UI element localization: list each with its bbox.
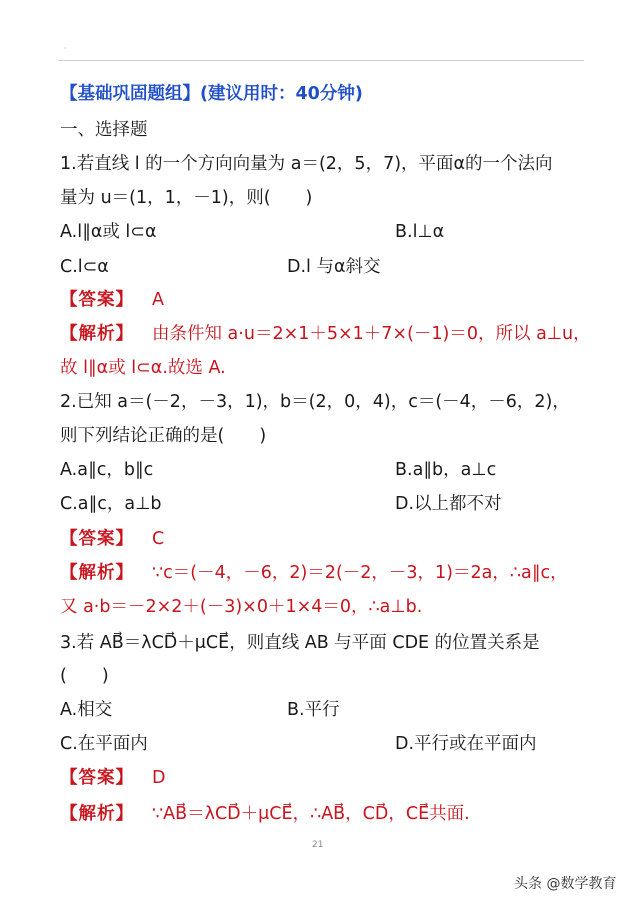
q3-answer-tag: 【答案】 — [60, 768, 134, 788]
q3-option-b: B.平行 — [287, 700, 340, 720]
header — [60, 82, 363, 106]
q1-analysis-text1: 由条件知 a·u＝2×1＋5×1＋7×(－1)＝0，所以 a⊥u， — [152, 324, 591, 344]
top-rule — [58, 60, 584, 61]
q1-answer — [60, 288, 164, 312]
q2-stem-line2: 则下列结论正确的是( ) — [60, 426, 267, 446]
q2-analysis-line1 — [60, 561, 568, 585]
q3-answer — [60, 766, 165, 790]
q2-stem-line1: 2.已知 a＝(－2，－3，1)，b＝(2，0，4)，c＝(－4，－6，2)， — [60, 392, 570, 412]
page-dot: · — [64, 44, 67, 53]
q2-analysis-tag: 【解析】 — [60, 563, 134, 583]
time-hint: (建议用时：40分钟) — [200, 84, 363, 104]
q1-analysis-line1 — [60, 322, 591, 346]
q1-answer-value: A — [152, 290, 164, 310]
q2-answer-tag: 【答案】 — [60, 529, 134, 549]
q1-option-b: B.l⊥α — [395, 222, 445, 242]
q3-stem-line2: ( ) — [60, 666, 109, 686]
q2-option-b: B.a∥b，a⊥c — [395, 460, 497, 480]
q3-stem-line1: 3.若 AB⃗＝λCD⃗＋μCE⃗，则直线 AB 与平面 CDE 的位置关系是 — [60, 633, 540, 653]
group-label: 【基础巩固题组】 — [60, 84, 200, 104]
q1-option-d: D.l 与α斜交 — [287, 257, 381, 277]
q2-analysis-line2: 又 a·b＝－2×2＋(－3)×0＋1×4＝0，∴a⊥b. — [60, 597, 423, 617]
page-number: 21 — [312, 840, 324, 850]
q3-analysis-text1: ∵AB⃗＝λCD⃗＋μCE⃗，∴AB⃗，CD⃗，CE⃗共面. — [152, 804, 470, 824]
q1-analysis-tag: 【解析】 — [60, 324, 134, 344]
watermark: 头条 @数学教育 — [514, 873, 616, 893]
q3-option-a: A.相交 — [60, 700, 113, 720]
q2-analysis-text1: ∵c＝(－4，－6，2)＝2(－2，－3，1)＝2a，∴a∥c， — [152, 563, 568, 583]
q1-analysis-line2: 故 l∥α或 l⊂α.故选 A. — [60, 358, 226, 378]
q2-option-c: C.a∥c，a⊥b — [60, 494, 162, 514]
q3-option-c: C.在平面内 — [60, 734, 148, 754]
q1-option-a: A.l∥α或 l⊂α — [60, 222, 157, 242]
q1-stem-line1: 1.若直线 l 的一个方向向量为 a＝(2，5，7)，平面α的一个法向 — [60, 154, 553, 174]
q1-stem-line2: 量为 u＝(1，1，－1)，则( ) — [60, 188, 313, 208]
q3-analysis-line1 — [60, 802, 470, 826]
section-title: 一、选择题 — [60, 120, 148, 140]
q3-analysis-tag: 【解析】 — [60, 804, 134, 824]
q2-answer — [60, 527, 164, 551]
q1-answer-tag: 【答案】 — [60, 290, 134, 310]
q2-answer-value: C — [152, 529, 165, 549]
q3-option-d: D.平行或在平面内 — [395, 734, 537, 754]
q1-option-c: C.l⊂α — [60, 257, 109, 277]
q3-answer-value: D — [152, 768, 166, 788]
q2-option-d: D.以上都不对 — [395, 494, 502, 514]
q2-option-a: A.a∥c，b∥c — [60, 460, 154, 480]
